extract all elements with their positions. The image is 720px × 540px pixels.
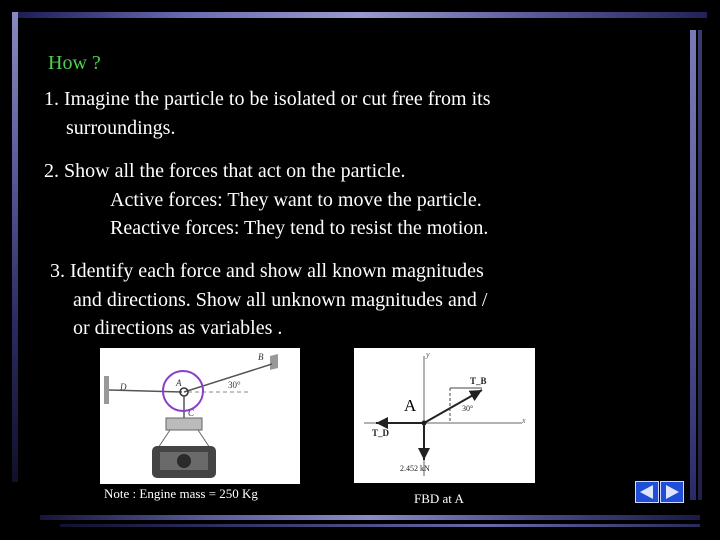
- chain-right: [198, 430, 210, 448]
- engine-hoist-drawing: [100, 348, 300, 484]
- right-support: [270, 354, 278, 370]
- previous-slide-button[interactable]: [635, 481, 659, 503]
- free-body-diagram: [354, 348, 535, 483]
- highlight-circle: [162, 370, 204, 412]
- frame-right-bar: [690, 30, 696, 500]
- force-label-tb: T_B: [470, 376, 487, 386]
- fbd-caption: FBD at A: [414, 491, 464, 506]
- frame-right-bar-inner: [698, 30, 702, 500]
- particle-point: [422, 421, 427, 426]
- step2-line2: Active forces: They want to move the particle.: [110, 189, 482, 211]
- step1-line2: surroundings.: [66, 117, 176, 139]
- point-a-label: A: [400, 396, 420, 416]
- angle-label: 30°: [228, 380, 241, 390]
- fbd-drawing: [354, 348, 535, 483]
- point-label-b: B: [258, 352, 264, 362]
- frame-left-bar: [12, 12, 18, 482]
- frame-bottom-bar-inner: [60, 524, 700, 527]
- point-label-c: C: [188, 408, 195, 418]
- triangle-right-icon: [661, 482, 683, 502]
- step2-line3: Reactive forces: They tend to resist the motion.: [110, 217, 489, 239]
- fbd-angle-label: 30°: [462, 404, 474, 413]
- weight-label: 2.452 kN: [400, 464, 430, 473]
- triangle-left-icon: [636, 482, 658, 502]
- next-slide-button[interactable]: [660, 481, 684, 503]
- force-tb-arrow: [424, 390, 482, 423]
- force-label-td: T_D: [372, 428, 390, 438]
- axis-label-x: x: [522, 416, 526, 425]
- point-label-d: D: [120, 382, 127, 392]
- slide-heading: How ?: [48, 52, 101, 74]
- engine-hoist-figure: [100, 348, 300, 484]
- left-wall: [104, 376, 109, 404]
- step3-line3: or directions as variables .: [73, 317, 283, 339]
- step2-line1: 2. Show all the forces that act on the particle.: [44, 160, 406, 182]
- step3-line2: and directions. Show all unknown magnitudes and /: [73, 289, 488, 311]
- engine-mass-note: Note : Engine mass = 250 Kg: [104, 486, 258, 501]
- frame-top-bar: [12, 12, 707, 18]
- chain-left: [158, 430, 170, 448]
- engine-pulley: [177, 454, 191, 468]
- lifting-block: [166, 418, 202, 430]
- axis-label-y: y: [426, 350, 430, 359]
- point-label-a: A: [176, 378, 182, 388]
- frame-bottom-bar: [40, 515, 700, 520]
- step1-line1: 1. Imagine the particle to be isolated or cut free from its: [44, 88, 491, 110]
- step3-line1: 3. Identify each force and show all known magnitudes: [50, 260, 484, 282]
